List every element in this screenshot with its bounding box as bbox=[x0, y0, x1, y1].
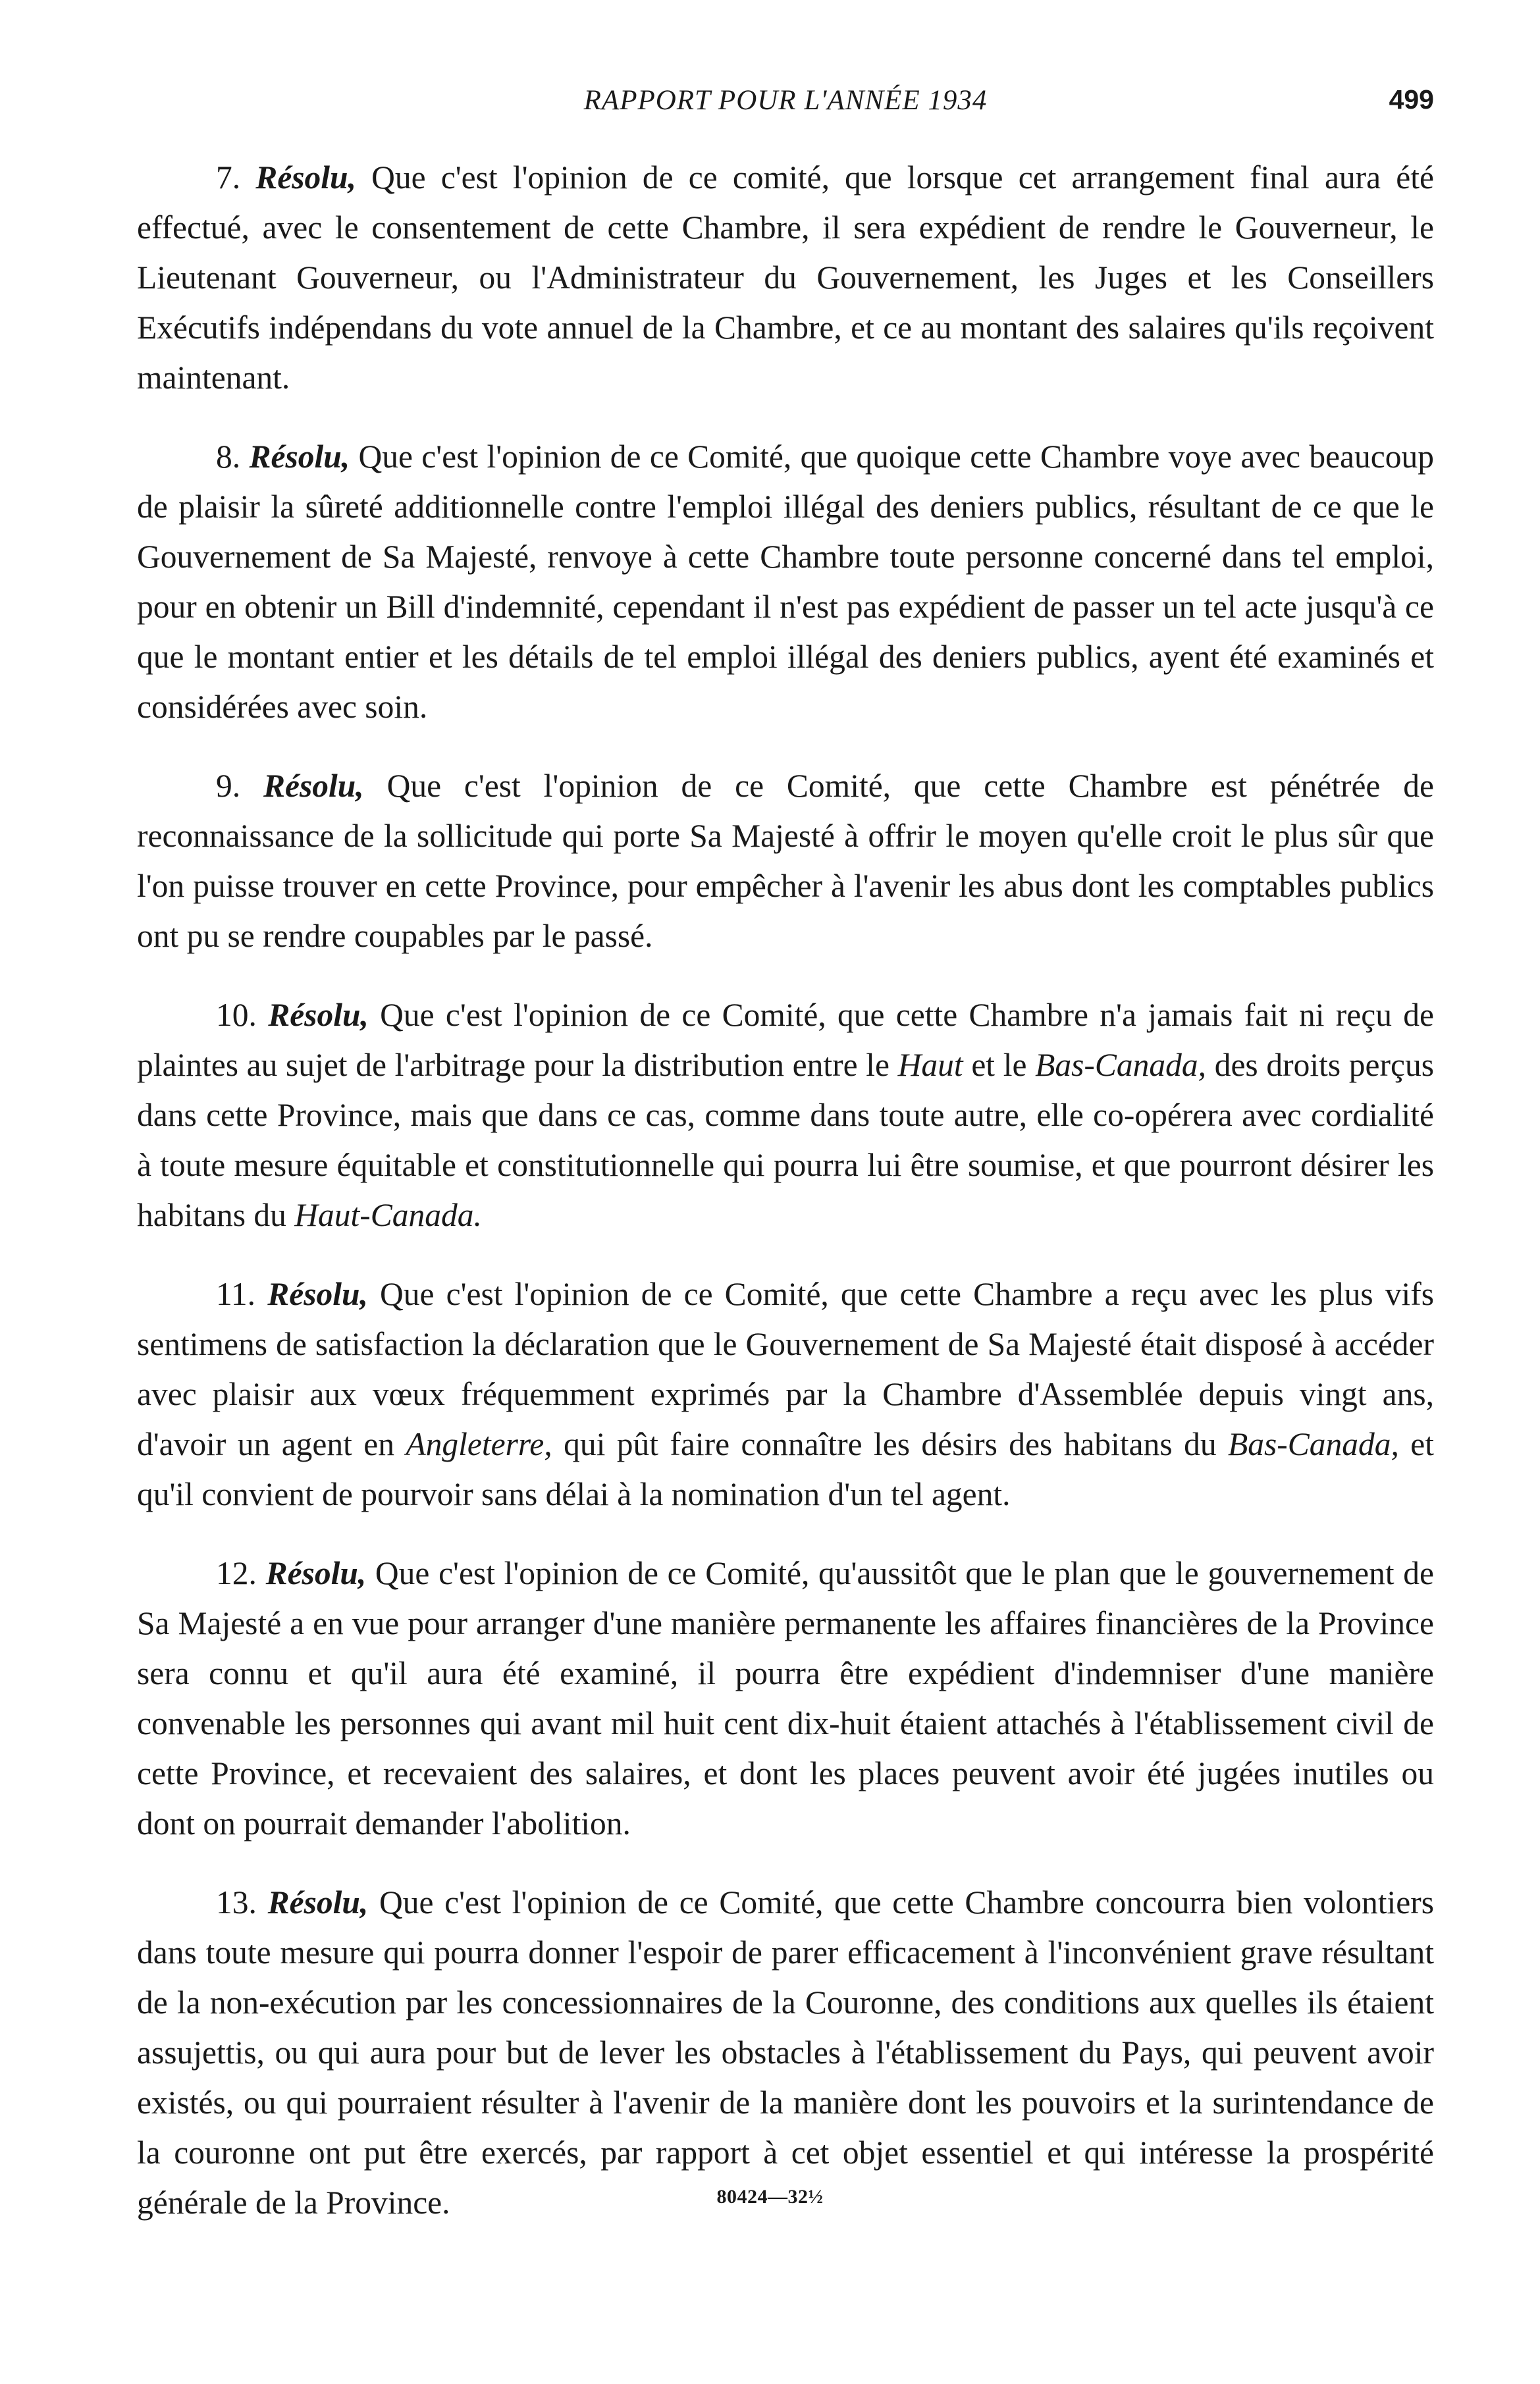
italic-term: Haut-Canada. bbox=[294, 1197, 482, 1233]
page-header bbox=[137, 84, 1434, 130]
resolution-text bbox=[137, 438, 1434, 725]
resolution-7 bbox=[137, 153, 1434, 403]
text-run: Que c'est l'opinion de ce Comité, que cette Chambre a reçu avec les plus vifs sentimens de satisfaction la déclaration que le Gouvernement de Sa Majesté était disposé à accéder avec plaisir aux vœux fréquemment exprimés par la Chambre d'Assemblée depuis vingt ans, d'avoir un agent en bbox=[137, 1276, 1434, 1462]
resolution-12 bbox=[137, 1549, 1434, 1849]
resolution-number: 13. bbox=[216, 1884, 257, 1920]
resolu-label: Résolu, bbox=[267, 1884, 369, 1920]
text-run: Que c'est l'opinion de ce Comité, qu'aussitôt que le plan que le gouvernement de Sa Majesté a en vue pour arranger d'une manière permanente les affaires financières de la Province sera connu et qu'il aura été examiné, il pourra être expédient d'indemniser d'une manière convenable les personnes qui avant mil huit cent dix-huit étaient attachés à l'établissement civil de cette Province, et recevaient des salaires, et dont les places peuvent avoir été jugées inutiles ou dont on pourrait demander l'abolition. bbox=[137, 1555, 1434, 1841]
resolution-number: 8. bbox=[216, 438, 241, 475]
resolution-11 bbox=[137, 1269, 1434, 1520]
text-run: Que c'est l'opinion de ce Comité, que cette Chambre n'a jamais fait ni reçu de plaintes au sujet de l'arbitrage pour la distribution entre le bbox=[137, 997, 1435, 1083]
italic-term: Angleterre, bbox=[406, 1426, 552, 1462]
text-run: Que c'est l'opinion de ce Comité, que quoique cette Chambre voye avec beaucoup de plaisir la sûreté additionnelle contre l'emploi illégal des deniers publics, résultant de ce que le Gouvernement de Sa Majesté, renvoye à cette Chambre toute personne concerné dans tel emploi, pour en obtenir un Bill d'indemnité, cependant il n'est pas expédient de passer un tel acte jusqu'à ce que le montant entier et les détails de tel emploi illégal des deniers publics, ayent été examinés et considérées avec soin. bbox=[137, 438, 1434, 725]
resolu-label: Résolu, bbox=[263, 768, 364, 804]
resolution-number: 11. bbox=[216, 1276, 256, 1312]
resolu-label: Résolu, bbox=[265, 1555, 367, 1591]
resolution-number: 9. bbox=[216, 768, 241, 804]
resolution-13 bbox=[137, 1878, 1434, 2228]
resolution-number: 10. bbox=[216, 997, 257, 1033]
text-run: des droits perçus dans cette Province, mais que dans ce cas, comme dans toute autre, elle co-opérera avec cordialité à toute mesure équitable et constitutionnelle qui pourra lui être soumise, et que pourront désirer les habitans du bbox=[137, 1047, 1434, 1233]
resolution-10 bbox=[137, 990, 1434, 1240]
text-run: Que c'est l'opinion de ce comité, que lorsque cet arrangement final aura été effectué, avec le consentement de cette Chambre, il sera expédient de rendre le Gouverneur, le Lieutenant Gouverneur, ou l'Administrateur du Gouvernement, les Juges et les Conseillers Exécutifs indépendans du vote annuel de la Chambre, et ce au montant des salaires qu'ils reçoivent maintenant. bbox=[137, 159, 1434, 396]
page-number: 499 bbox=[1389, 84, 1434, 115]
text-run: et qu'il convient de pourvoir sans délai à la nomination d'un tel agent. bbox=[137, 1426, 1434, 1512]
resolutions-body bbox=[137, 153, 1434, 2257]
text-run: et le bbox=[963, 1047, 1036, 1083]
printer-signature: 80424—32½ bbox=[716, 2186, 824, 2208]
resolu-label: Résolu, bbox=[255, 159, 356, 196]
italic-term: Bas-Canada, bbox=[1035, 1047, 1207, 1083]
text-run: qui pût faire connaître les désirs des habitans du bbox=[552, 1426, 1228, 1462]
resolution-text bbox=[137, 1884, 1434, 2221]
resolu-label: Résolu, bbox=[249, 438, 350, 475]
resolution-9 bbox=[137, 761, 1434, 961]
resolution-number: 7. bbox=[216, 159, 241, 196]
italic-term: Haut bbox=[897, 1047, 963, 1083]
running-title: RAPPORT POUR L'ANNÉE 1934 bbox=[583, 85, 988, 116]
italic-term: Bas-Canada, bbox=[1227, 1426, 1399, 1462]
resolution-text bbox=[137, 1555, 1434, 1841]
text-run: Que c'est l'opinion de ce Comité, que cette Chambre concourra bien volontiers dans toute mesure qui pourra donner l'espoir de parer efficacement à l'inconvénient grave résultant de la non-exécution par les concessionnaires de la Couronne, des conditions aux quelles ils étaient assujettis, ou qui aura pour but de lever les obstacles à l'établissement du Pays, qui peuvent avoir existés, ou qui pourraient résulter à l'avenir de la manière dont les pouvoirs et la surintendance de la couronne ont put être exercés, par rapport à cet objet essentiel et qui intéresse la prospérité générale de la Province. bbox=[137, 1884, 1435, 2221]
resolu-label: Résolu, bbox=[267, 1276, 368, 1312]
resolution-8 bbox=[137, 432, 1434, 732]
resolution-number: 12. bbox=[216, 1555, 257, 1591]
text-run: Que c'est l'opinion de ce Comité, que cette Chambre est pénétrée de reconnaissance de la sollicitude qui porte Sa Majesté à offrir le moyen qu'elle croit le plus sûr que l'on puisse trouver en cette Province, pour empêcher à l'avenir les abus dont les comptables publics ont pu se rendre coupables par le passé. bbox=[137, 768, 1434, 954]
resolu-label: Résolu, bbox=[268, 997, 369, 1033]
